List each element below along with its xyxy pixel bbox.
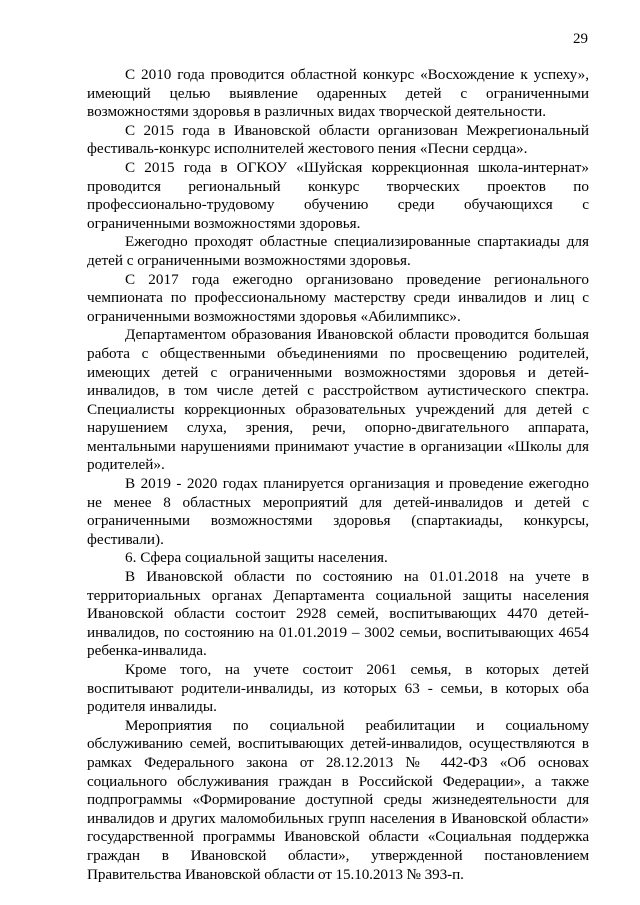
paragraph-contest-ascension: С 2010 года проводится областной конкурс «Восхождение к успеху», имеющий целью выявление одаренных детей с ограниченными возможностями здоровья в различных видах творческой деятельности. (87, 66, 589, 121)
paragraph-spartakiads: Ежегодно проходят областные специализированные спартакиады для детей с ограниченными возможностями здоровья. (87, 233, 589, 269)
paragraph-parent-education: Департаментом образования Ивановской области проводится большая работа с общественными объединениями по просвещению родителей, имеющих детей с ограниченными возможностями здоровья и детей-инвалидов, в том числе детей с расстройством аутистического спектра. Специалисты коррекционных образовательных учреждений для детей с нарушением слуха, зрения, речи, опорно-двигательного аппарата, ментальными нарушениями принимают участие в организации «Школы для родителей». (87, 326, 589, 474)
paragraph-abilympics: С 2017 года ежегодно организовано проведение регионального чемпионата по профессиональному мастерству среди инвалидов и лиц с ограниченными возможностями здоровья «Абилимпикс». (87, 270, 589, 325)
paragraph-sign-song-festival: С 2015 года в Ивановской области организован Межрегиональный фестиваль-конкурс исполнителей жестового пения «Песни сердца». (87, 121, 589, 158)
page-number: 29 (573, 31, 588, 47)
paragraph-planned-events: В 2019 - 2020 годах планируется организация и проведение ежегодно не менее 8 областных мероприятий для детей-инвалидов и детей с ограниченными возможностями здоровья (спартакиады, конкурсы, фестивали). (87, 475, 589, 548)
paragraph-rehabilitation-measures: Мероприятия по социальной реабилитации и социальному обслуживанию семей, воспитывающих детей-инвалидов, осуществляются в рамках Федерального закона от 28.12.2013 № 442-ФЗ «Об основах социального обслуживания граждан в Российской Федерации», а также подпрограммы «Формирование доступной среды жизнедеятельности для инвалидов и других маломобильных групп населения в Ивановской области» государственной программы Ивановской области «Социальная поддержка граждан в Ивановской области», утвержденной постановлением Правительства Ивановской области от 15.10.2013 № 393-п. (87, 716, 589, 883)
document-body (87, 66, 589, 884)
paragraph-registered-families: В Ивановской области по состоянию на 01.01.2018 на учете в территориальных органах Департамента социальной защиты населения Ивановской области состоит 2928 семей, воспитывающих 4470 детей-инвалидов, по состоянию на 01.01.2019 – 3002 семьи, воспитывающих 4654 ребенка-инвалида. (87, 568, 589, 660)
paragraph-shuya-school-contest: С 2015 года в ОГКОУ «Шуйская коррекционная школа-интернат» проводится региональный конкурс творческих проектов по профессионально-трудовому обучению среди обучающихся с ограниченными возможностями здоровья. (87, 158, 589, 232)
paragraph-disabled-parents: Кроме того, на учете состоит 2061 семья, в которых детей воспитывают родители-инвалиды, из которых 63 - семьи, в которых оба родителя инвалиды. (87, 661, 589, 716)
section-heading-social-protection: 6. Сфера социальной защиты населения. (125, 549, 388, 567)
